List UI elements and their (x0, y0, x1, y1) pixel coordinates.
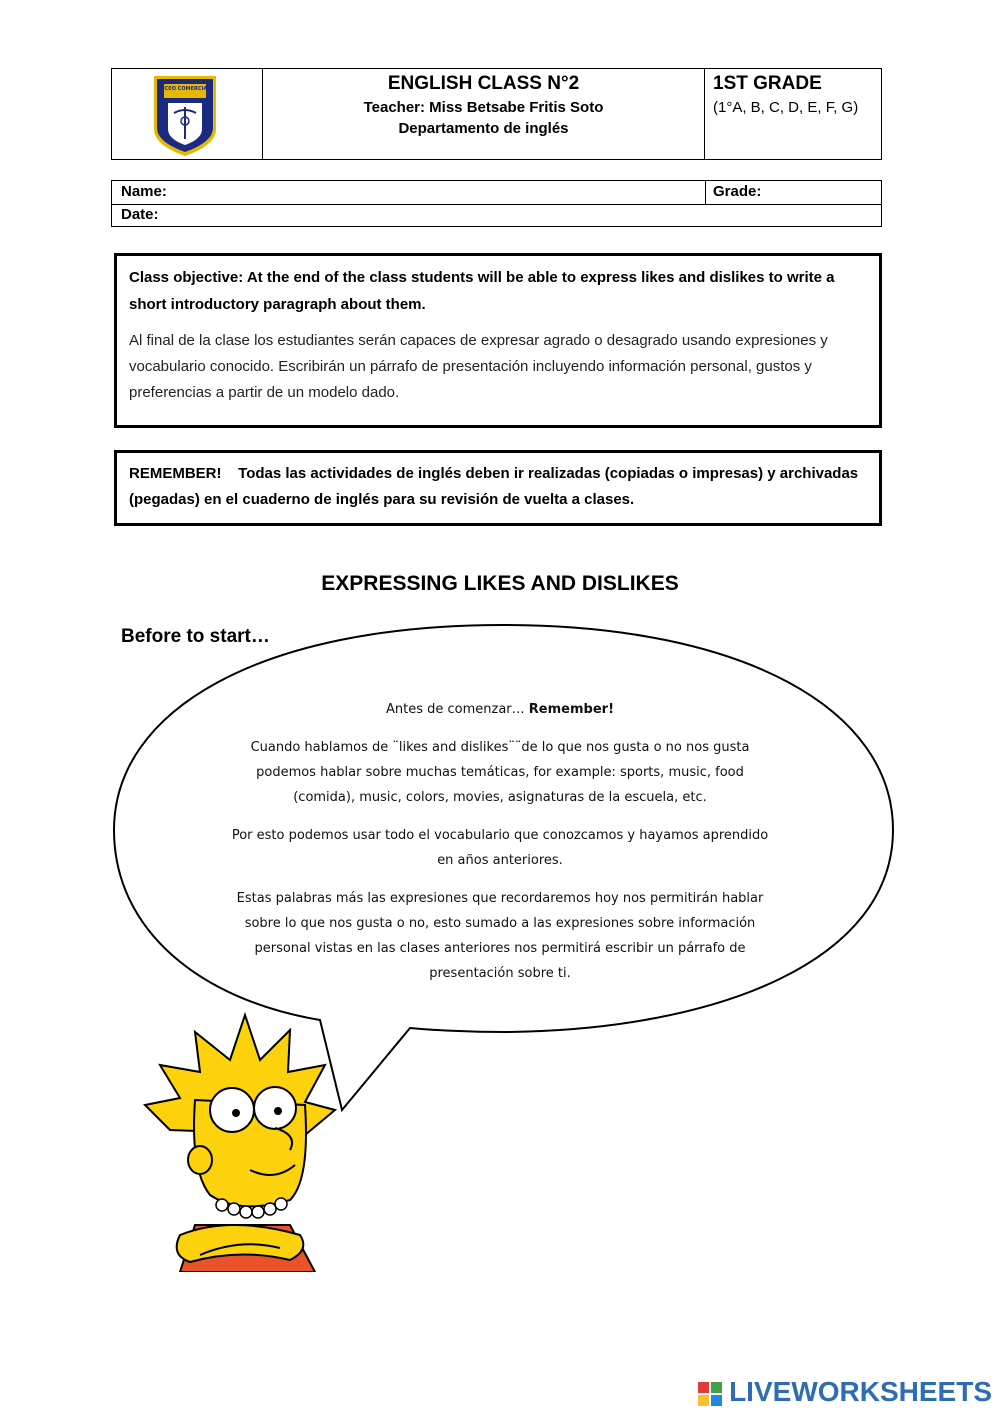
grade-cell (705, 69, 881, 159)
bubble-paragraph-1: Cuando hablamos de ¨likes and dislikes¨¨de lo que nos gusta o no nos gusta podemos hablar sobre muchas temáticas, for example: sports, music, food (comida), music, colors, movies, asignaturas de la escuela, etc. (250, 740, 750, 805)
logo-cell (112, 69, 263, 159)
date-label: Date: (121, 206, 159, 223)
bubble-text (230, 697, 770, 999)
student-info-table (111, 180, 882, 227)
grade-sections: (1°A, B, C, D, E, F, G) (713, 99, 859, 116)
date-row (112, 204, 881, 227)
reminder-box (114, 450, 882, 526)
bubble-paragraph-2: Por esto podemos usar todo el vocabulario que conozcamos y hayamos aprendido en años anteriores. (231, 828, 769, 868)
objective-english: Class objective: At the end of the class students will be able to express likes and dislikes to write a short introductory paragraph about them. (129, 269, 835, 313)
grade-label: Grade: (713, 183, 762, 200)
bubble-remember: Remember! (528, 702, 614, 717)
bubble-intro-line (230, 697, 770, 722)
department-name: Departamento de inglés (398, 120, 569, 137)
reminder-text: REMEMBER! Todas las actividades de inglés deben ir realizadas (copiadas o impresas) y archivadas (pegadas) en el cuaderno de inglés para su revisión de vuelta a clases. (129, 465, 863, 508)
class-title: ENGLISH CLASS N°2 (387, 73, 580, 94)
bubble-paragraph-3: Estas palabras más las expresiones que recordaremos hoy nos permitirán hablar sobre lo que nos gusta o no, esto sumado a las expresiones sobre información personal vistas en las clases anteriores nos permitirá escribir un párrafo de presentación sobre ti. (236, 891, 764, 981)
lisa-character-icon (140, 1010, 340, 1272)
name-row (112, 181, 881, 205)
school-crest-icon (112, 69, 263, 159)
bubble-intro: Antes de comenzar… (386, 702, 529, 717)
teacher-name: Teacher: Miss Betsabe Fritis Soto (363, 99, 604, 116)
liveworksheets-brand: LIVEWORKSHEETS (729, 1376, 992, 1407)
name-divider (705, 181, 706, 204)
grade-title: 1ST GRADE (713, 73, 822, 94)
section-title: EXPRESSING LIKES AND DISLIKES (321, 572, 679, 595)
before-start-label: Before to start… (121, 626, 270, 647)
class-objective-box (114, 253, 882, 428)
name-label: Name: (121, 183, 167, 200)
header-table (111, 68, 882, 160)
objective-spanish: Al final de la clase los estudiantes serán capaces de expresar agrado o desagrado usando expresiones y vocabulario conocido. Escribirán un párrafo de presentación incluyendo información personal, gustos y preferencias a partir de un modelo dado. (129, 332, 828, 401)
crest-text: LICEO COMERCIAL (159, 86, 211, 92)
liveworksheets-logo-icon (698, 1382, 722, 1406)
class-info-cell (263, 69, 705, 159)
